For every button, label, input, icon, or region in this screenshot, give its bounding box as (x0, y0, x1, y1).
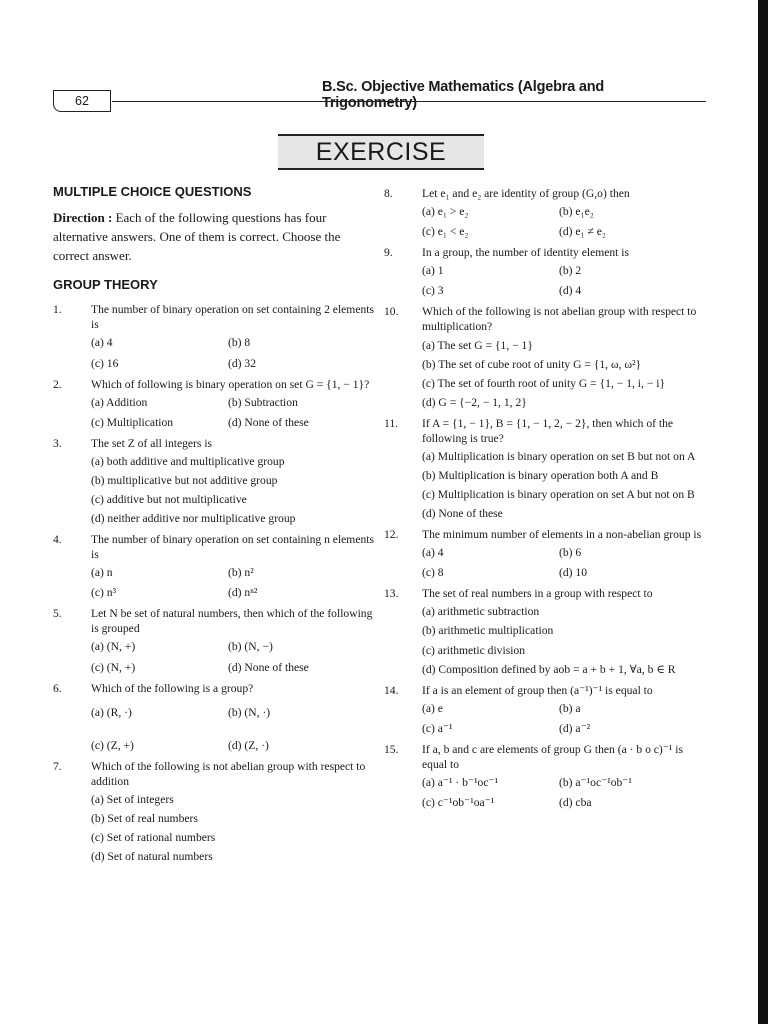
option-b: (b) (N, −) (228, 640, 273, 654)
option-b: (b) The set of cube root of unity G = {1, ω, ω²} (422, 357, 642, 371)
option-c: (c) 16 (91, 356, 119, 370)
question-number: 13. (384, 587, 399, 601)
option-a: (a) Multiplication is binary operation on set B but not on A (422, 449, 696, 463)
exercise-title: EXERCISE (278, 134, 484, 170)
option-b: (b) (N, ·) (228, 705, 271, 719)
option-d: (d) (Z, ·) (228, 738, 269, 752)
option-c: (c) additive but not multiplicative (91, 492, 247, 506)
question-number: 9. (384, 246, 393, 260)
option-b: (b) 8 (228, 336, 251, 350)
option-b: (b) Set of real numbers (91, 811, 198, 825)
options (422, 263, 710, 298)
options (422, 775, 710, 810)
question-number: 7. (53, 759, 62, 773)
option-c: (c) a⁻¹ (422, 721, 453, 735)
question-text: If a, b and c are elements of group G then (a · b o c)⁻¹ is equal to (422, 742, 684, 771)
question-number: 6. (53, 681, 62, 695)
option-c: (c) Set of rational numbers (91, 831, 216, 844)
question-text: The set Z of all integers is (91, 436, 213, 450)
option-b: (b) arithmetic multiplication (422, 624, 554, 638)
option-c: (c) n³ (91, 586, 117, 600)
option-a: (a) n (91, 566, 113, 580)
options (91, 705, 378, 753)
header-rule (112, 101, 706, 102)
options (91, 454, 378, 526)
options (422, 449, 710, 521)
question-7 (53, 759, 378, 864)
question-number: 15. (384, 742, 399, 756)
option-d: (d) 10 (559, 566, 588, 580)
question-2 (53, 377, 378, 430)
option-a: (a) Set of integers (91, 792, 174, 806)
option-a: (a) arithmetic subtraction (422, 605, 540, 619)
options (91, 639, 378, 674)
question-text: Which of the following is not abelian group with respect to addition (91, 759, 366, 788)
option-b: (b) n² (228, 566, 254, 580)
direction-text: Each of the following questions has four alternative answers. One of them is correct. Choose the correct answer. (53, 209, 341, 263)
question-text: Let N be set of natural numbers, then which of the following is grouped (91, 607, 373, 636)
option-d: (d) cba (559, 796, 592, 809)
option-d: (d) 32 (228, 356, 257, 370)
option-d: (d) None of these (422, 507, 503, 521)
option-d: (d) 4 (559, 284, 582, 298)
option-b: (b) a⁻¹oc⁻¹ob⁻¹ (559, 775, 632, 789)
question-number: 12. (384, 528, 399, 542)
option-c: (c) 3 (422, 284, 444, 298)
question-text: In a group, the number of identity element is (422, 246, 630, 260)
option-b: (b) 6 (559, 546, 582, 560)
question-text: Which of the following is a group? (91, 681, 254, 695)
option-d: (d) neither additive nor multiplicative group (91, 512, 296, 525)
question-text: Which of the following is not abelian group with respect to multiplication? (422, 305, 697, 334)
option-c: (c) 8 (422, 566, 444, 580)
option-d: (d) e₁ ≠ e₂ (559, 225, 606, 239)
option-c: (c) (N, +) (91, 660, 136, 674)
question-12 (384, 527, 710, 580)
option-a: (a) Addition (91, 395, 148, 409)
option-c: (c) arithmetic division (422, 643, 526, 657)
option-c: (c) Multiplication (91, 415, 174, 429)
options (422, 204, 710, 239)
question-10 (384, 304, 710, 409)
question-15 (384, 742, 710, 810)
options (91, 792, 378, 864)
question-number: 4. (53, 533, 62, 547)
option-a: (a) (N, +) (91, 640, 136, 654)
question-13 (384, 586, 710, 676)
option-b: (b) 2 (559, 264, 582, 278)
option-a: (a) (R, ·) (91, 705, 132, 719)
option-a: (a) 4 (422, 546, 444, 560)
option-d: (d) Set of natural numbers (91, 850, 213, 864)
question-11 (384, 416, 710, 521)
option-a: (a) 4 (91, 336, 113, 350)
option-b: (b) e₁e₂ (559, 205, 594, 219)
option-b: (b) a (559, 701, 581, 715)
option-a: (a) e₁ > e₂ (422, 205, 469, 219)
question-text: The minimum number of elements in a non-abelian group is (422, 528, 702, 542)
option-d: (d) G = {−2, − 1, 1, 2} (422, 395, 527, 409)
option-a: (a) The set G = {1, − 1} (422, 338, 533, 352)
option-c: (c) The set of fourth root of unity G = {1, − 1, i, − i} (422, 376, 666, 390)
page-number: 62 (53, 90, 111, 112)
options (91, 335, 378, 370)
question-4 (53, 532, 378, 600)
option-d: (d) nⁿ² (228, 586, 258, 600)
section-heading-mcq: MULTIPLE CHOICE QUESTIONS (53, 184, 252, 199)
options (91, 395, 378, 430)
options (422, 545, 710, 580)
option-d: (d) Composition defined by aob = a + b + 1, ∀a, b ∈ R (422, 662, 676, 676)
option-b: (b) multiplicative but not additive group (91, 473, 278, 487)
option-c: (c) c⁻¹ob⁻¹oa⁻¹ (422, 796, 495, 809)
question-3 (53, 436, 378, 526)
book-title: B.Sc. Objective Mathematics (Algebra and Trigonometry) (322, 79, 605, 111)
option-c: (c) (Z, +) (91, 738, 134, 752)
page-edge (758, 0, 768, 1024)
question-8 (384, 186, 710, 239)
question-text: The set of real numbers in a group with respect to (422, 587, 653, 601)
option-b: (b) Subtraction (228, 395, 298, 409)
question-number: 1. (53, 303, 62, 317)
question-text: Let e₁ and e₂ are identity of group (G,o) then (422, 187, 630, 200)
option-c: (c) Multiplication is binary operation on set A but not on B (422, 488, 695, 501)
question-1 (53, 302, 378, 370)
option-a: (a) both additive and multiplicative group (91, 454, 285, 468)
question-number: 10. (384, 305, 399, 319)
option-c: (c) e₁ < e₂ (422, 225, 469, 239)
option-a: (a) e (422, 701, 443, 715)
options (422, 701, 710, 736)
question-number: 5. (53, 607, 62, 621)
question-text: The number of binary operation on set containing 2 elements is (91, 303, 374, 332)
question-number: 8. (384, 187, 393, 200)
option-b: (b) Multiplication is binary operation both A and B (422, 468, 659, 482)
options (422, 604, 710, 676)
option-d: (d) a⁻² (559, 721, 591, 735)
question-text: The number of binary operation on set containing n elements is (91, 533, 374, 562)
question-5 (53, 606, 378, 674)
question-number: 3. (53, 436, 62, 450)
question-14 (384, 683, 710, 736)
option-d: (d) None of these (228, 660, 309, 674)
option-a: (a) 1 (422, 264, 444, 278)
question-text: If A = {1, − 1}, B = {1, − 1, 2, − 2}, then which of the following is true? (422, 416, 674, 445)
right-column (384, 186, 710, 816)
question-number: 14. (384, 683, 399, 697)
question-number: 11. (384, 416, 399, 430)
section-heading-group-theory: GROUP THEORY (53, 277, 158, 293)
question-6 (53, 681, 378, 753)
direction-label: Direction : (53, 209, 113, 225)
question-text: If a is an element of group then (a⁻¹)⁻¹ is equal to (422, 683, 653, 697)
question-text: Which of following is binary operation on set G = {1, − 1}? (91, 377, 370, 391)
options (91, 565, 378, 600)
question-number: 2. (53, 377, 62, 391)
question-9 (384, 245, 710, 298)
left-column (53, 184, 378, 870)
option-d: (d) None of these (228, 415, 309, 429)
options (422, 338, 710, 410)
direction-paragraph (53, 209, 378, 266)
option-a: (a) a⁻¹ · b⁻¹oc⁻¹ (422, 775, 499, 789)
